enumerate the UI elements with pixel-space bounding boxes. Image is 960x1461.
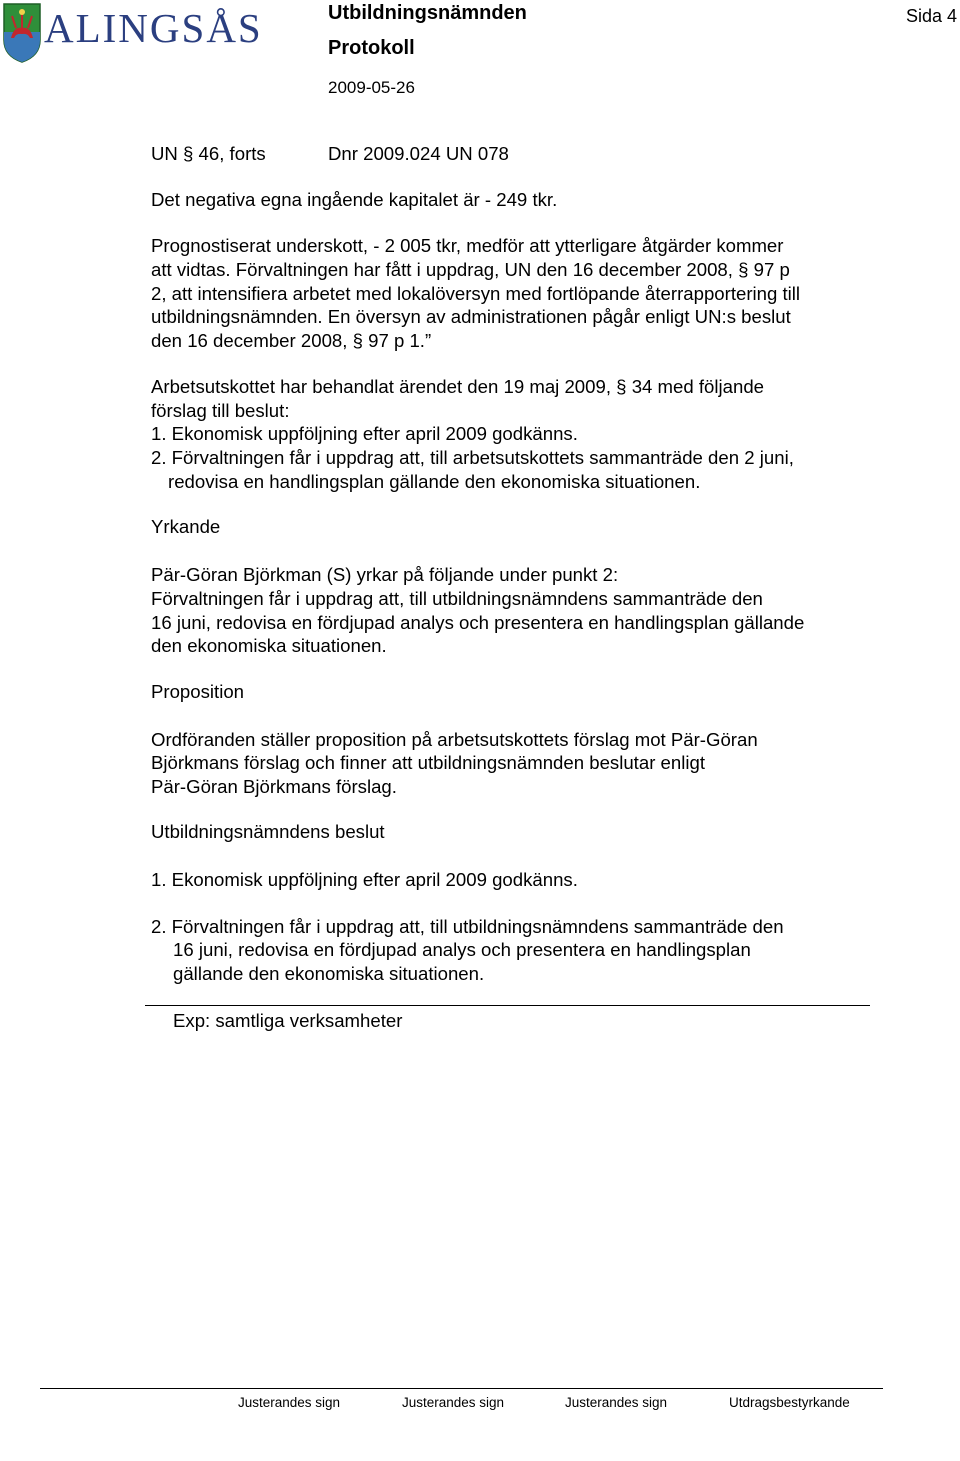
case-section [151, 142, 266, 166]
section-label: UN [151, 143, 178, 164]
au-paragraph-line: Arbetsutskottet har behandlat ärendet den 19 maj 2009, § 34 med följande [151, 376, 765, 397]
section-sign-icon: § [352, 330, 363, 351]
committee-name: Utbildningsnämnden [328, 2, 527, 24]
section-sign-icon: § [183, 143, 194, 164]
paragraph-deficit-line: 2, att intensifiera arbetet med lokalöversyn med fortlöpande återrapportering till [151, 283, 801, 304]
diary-number: Dnr 2009.024 UN 078 [328, 143, 509, 164]
decision-item: 2. Förvaltningen får i uppdrag att, till utbildningsnämndens sammanträde den [151, 916, 784, 937]
document-type: Protokoll [328, 37, 415, 59]
proposition-line: Pär-Göran Björkmans förslag. [151, 776, 397, 797]
signature-label: Justerandes sign [402, 1395, 505, 1410]
section-sign-icon: § [616, 376, 627, 397]
paragraph-deficit-line: att vidtas. Förvaltningen har fått i uppdrag, UN den 16 december 2008, § 97 p [151, 259, 790, 280]
decision-item-cont: gällande den ekonomiska situationen. [173, 963, 485, 984]
proposition-line: Ordföranden ställer proposition på arbetsutskottets förslag mot Pär-Göran [151, 729, 758, 750]
yrkande-line: Pär-Göran Björkman (S) yrkar på följande under punkt 2: [151, 564, 619, 585]
signature-label: Justerandes sign [238, 1395, 341, 1410]
au-paragraph-line: förslag till beslut: [151, 400, 290, 421]
paragraph-deficit-line: den 16 december 2008, § 97 p 1.” [151, 330, 432, 351]
paragraph-deficit-line: utbildningsnämnden. En översyn av administrationen pågår enligt UN:s beslut [151, 306, 791, 327]
yrkande-heading: Yrkande [151, 516, 221, 537]
extract-certification-label: Utdragsbestyrkande [729, 1395, 850, 1410]
au-proposal-item: 2. Förvaltningen får i uppdrag att, till arbetsutskottets sammanträde den 2 juni, [151, 447, 794, 468]
paragraph-deficit-line: Prognostiserat underskott, - 2 005 tkr, medför att ytterligare åtgärder kommer [151, 235, 784, 256]
decision-item-cont: 16 juni, redovisa en fördjupad analys och presentera en handlingsplan [173, 939, 751, 960]
alingsas-logo [0, 0, 263, 66]
logo-wordmark: ALINGSÅS [44, 5, 263, 51]
au-proposal-item: 1. Ekonomisk uppföljning efter april 2009 godkänns. [151, 423, 578, 444]
proposition-heading: Proposition [151, 681, 245, 702]
paragraph-equity: Det negativa egna ingående kapitalet är - 249 tkr. [151, 189, 558, 210]
meeting-date: 2009-05-26 [328, 78, 415, 97]
proposition-line: Björkmans förslag och finner att utbildningsnämnden beslutar enligt [151, 752, 705, 773]
page-number: Sida 4 [906, 6, 958, 26]
decision-heading: Utbildningsnämndens beslut [151, 821, 385, 842]
au-proposal-item-cont: redovisa en handlingsplan gällande den ekonomiska situationen. [168, 471, 701, 492]
section-sign-icon: § [738, 259, 749, 280]
decision-item: 1. Ekonomisk uppföljning efter april 2009 godkänns. [151, 869, 578, 890]
expedition-note: Exp: samtliga verksamheter [173, 1010, 403, 1031]
signature-label: Justerandes sign [565, 1395, 668, 1410]
divider [145, 1005, 870, 1006]
section-number: 46, forts [198, 143, 266, 164]
yrkande-line: 16 juni, redovisa en fördjupad analys och presentera en handlingsplan gällande [151, 612, 805, 633]
coat-of-arms-icon [2, 2, 42, 64]
yrkande-line: Förvaltningen får i uppdrag att, till utbildningsnämndens sammanträde den [151, 588, 763, 609]
footer-divider [40, 1388, 883, 1389]
yrkande-line: den ekonomiska situationen. [151, 635, 387, 656]
